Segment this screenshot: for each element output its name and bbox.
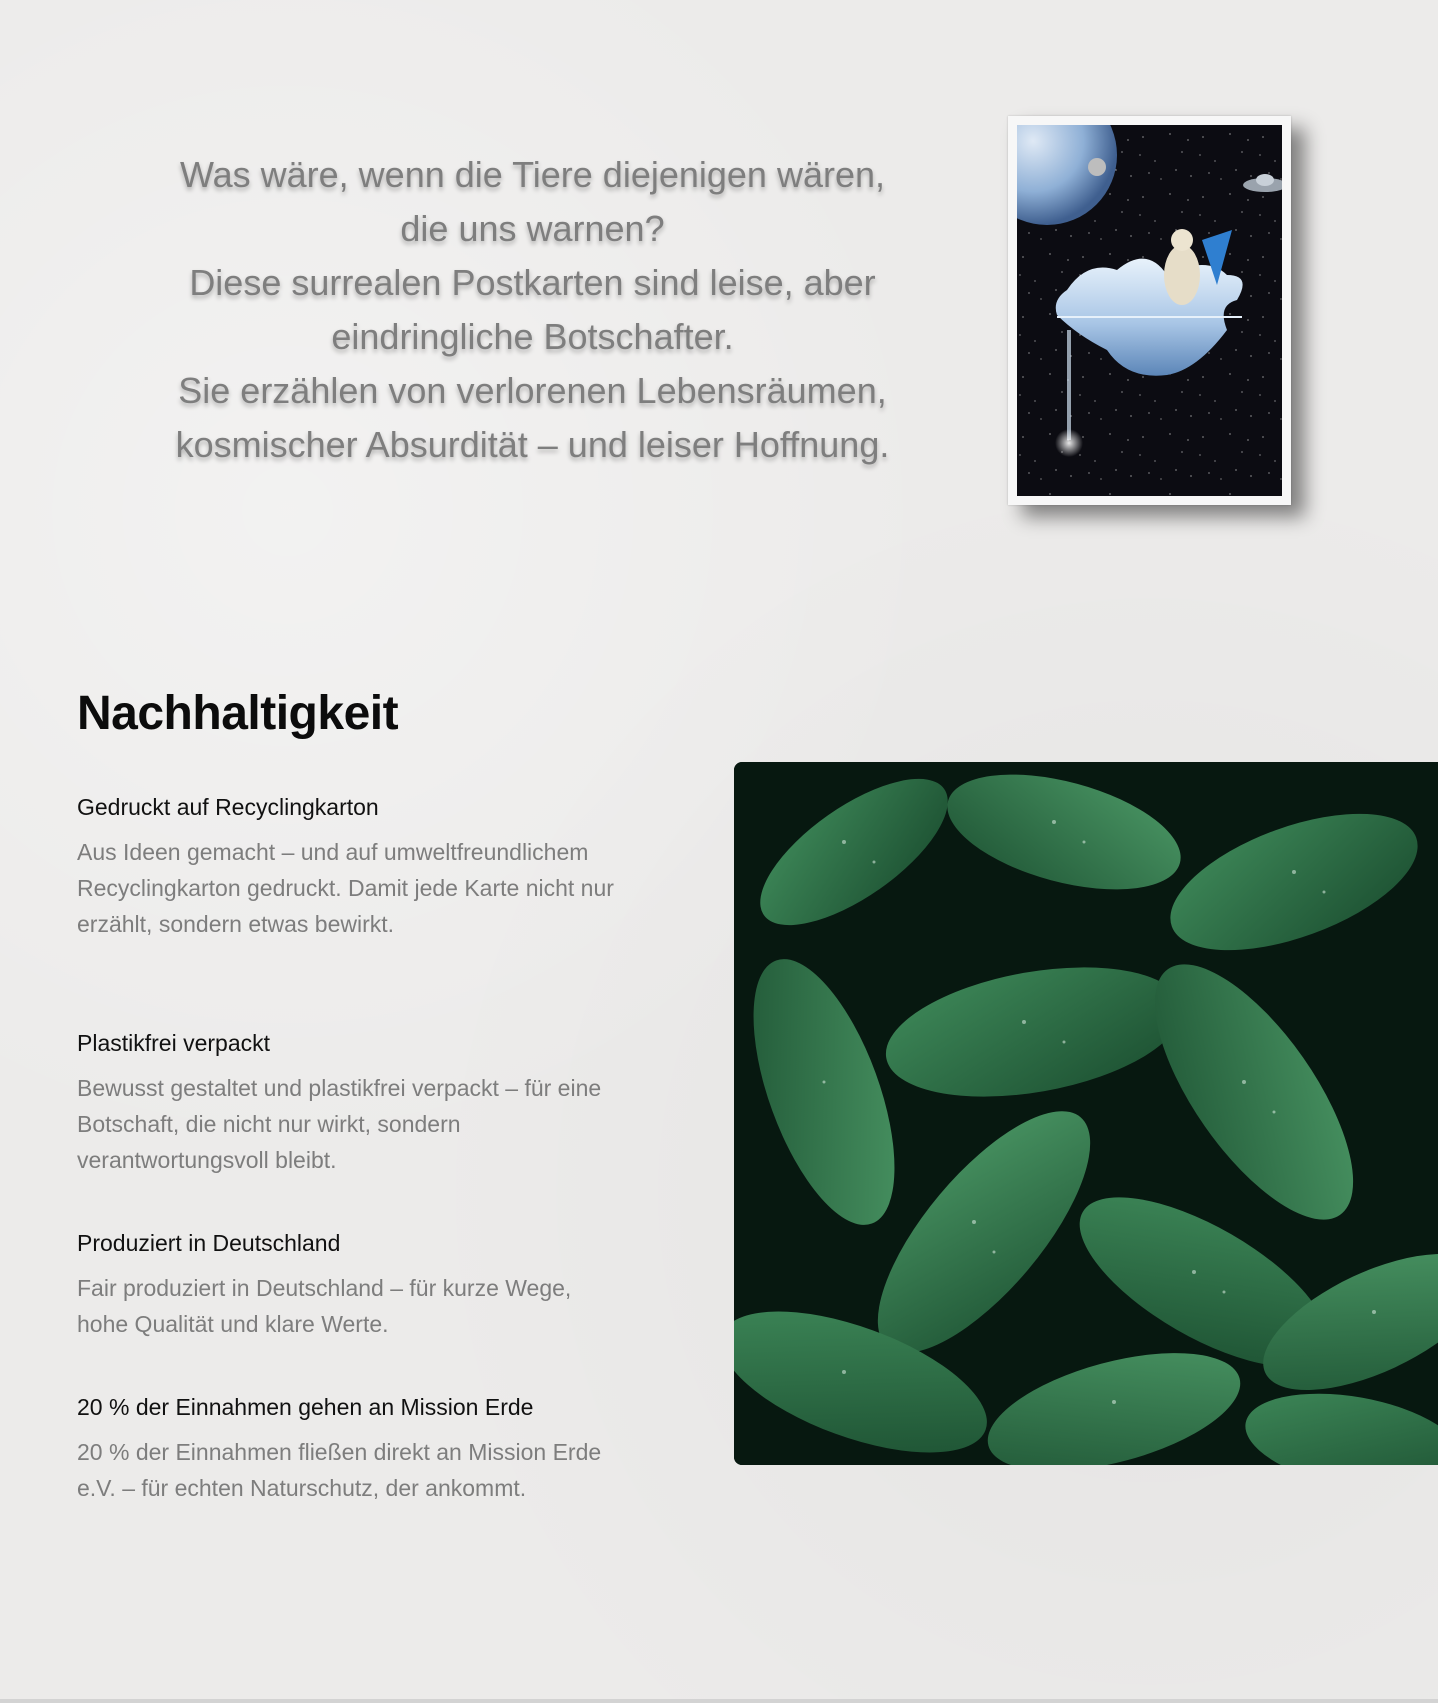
feature-title: Plastikfrei verpackt	[77, 1030, 271, 1056]
feature-title: Produziert in Deutschland	[77, 1230, 341, 1256]
feature-item	[77, 1228, 617, 1342]
hero-quote-line: Sie erzählen von verlorenen Lebensräumen,	[178, 370, 887, 411]
moon-shape	[1088, 158, 1106, 176]
feature-item	[77, 1392, 617, 1506]
bottom-divider	[0, 1699, 1438, 1703]
earth-shape	[1017, 125, 1117, 225]
feature-title: Gedruckt auf Recyclingkarton	[77, 794, 379, 820]
postcard-artwork	[1017, 125, 1282, 496]
polar-bear-body	[1164, 245, 1200, 305]
polar-bear-head	[1171, 229, 1193, 251]
hero-quote	[120, 148, 945, 472]
feature-text: Bewusst gestaltet und plastikfrei verpackt – für eine Botschaft, die nicht nur wirkt, sondern verantwortungsvoll bleibt.	[77, 1075, 602, 1173]
hero-quote-line: Diese surrealen Postkarten sind leise, aber	[189, 262, 876, 303]
hero-quote-line: kosmischer Absurdität – und leiser Hoffnung.	[175, 424, 890, 465]
polar-bear-iceberg-illustration	[1017, 125, 1282, 496]
feature-item	[77, 792, 617, 942]
leaves-illustration	[734, 762, 1438, 1465]
feature-text: 20 % der Einnahmen fließen direkt an Mission Erde e.V. – für echten Naturschutz, der ankommt.	[77, 1439, 602, 1501]
section-title: Nachhaltigkeit	[77, 687, 399, 740]
feature-text: Fair produziert in Deutschland – für kurze Wege, hohe Qualität und klare Werte.	[77, 1275, 572, 1337]
splash-glow	[1055, 429, 1083, 457]
green-leaves-photo	[734, 762, 1438, 1465]
hero-quote-line: Was wäre, wenn die Tiere diejenigen wären,	[179, 154, 886, 195]
ufo-dome-shape	[1256, 174, 1274, 186]
postcard-image	[1008, 116, 1291, 505]
feature-title: 20 % der Einnahmen gehen an Mission Erde	[77, 1394, 534, 1420]
hero-quote-line: die uns warnen?	[400, 208, 665, 249]
waterfall-shape	[1067, 330, 1071, 440]
hero-quote-line: eindringliche Botschafter.	[331, 316, 734, 357]
feature-item	[77, 1028, 617, 1178]
feature-text: Aus Ideen gemacht – und auf umweltfreundlichem Recyclingkarton gedruckt. Damit jede Karte nicht nur erzählt, sondern etwas bewirkt.	[77, 839, 614, 937]
